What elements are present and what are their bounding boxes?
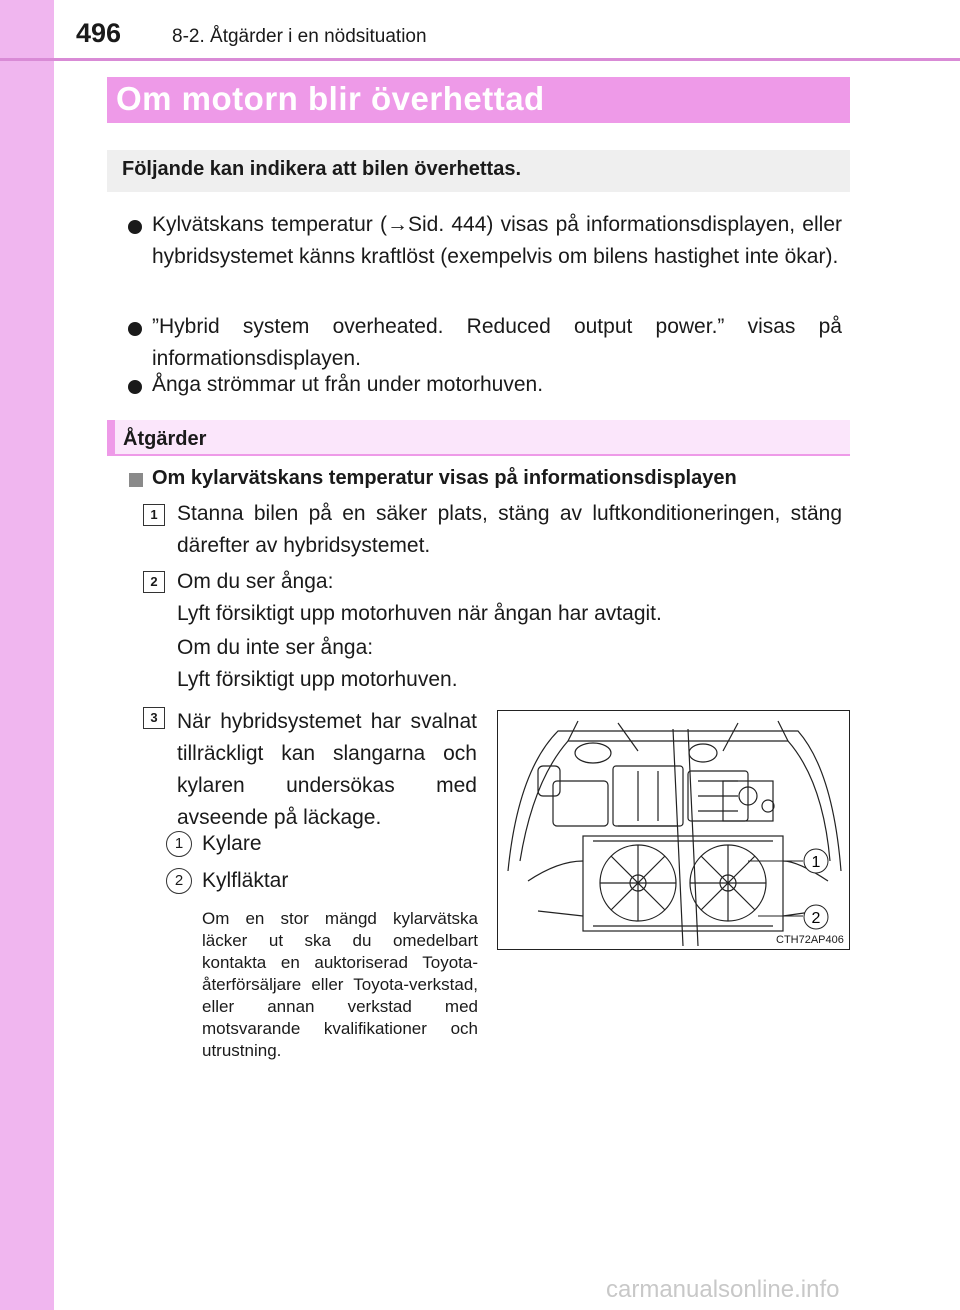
page-number: 496 [76, 18, 122, 48]
legend-label: Kylare [202, 832, 262, 855]
step-number: 1 [143, 504, 165, 526]
section-bar [107, 420, 850, 456]
page-title: Om motorn blir överhettad [116, 80, 545, 117]
page-edge-tab [0, 0, 54, 1310]
bullet-icon [128, 220, 142, 234]
bullet-icon [128, 380, 142, 394]
callout-number: 2 [166, 868, 192, 894]
engine-bay-drawing [498, 711, 850, 950]
header-divider [0, 58, 960, 61]
step-text: Stanna bilen på en säker plats, stäng av luftkonditioneringen, stäng därefter av hybridsystemet. [177, 502, 842, 557]
figure-code: CTH72AP406 [776, 934, 844, 946]
square-bullet-icon [129, 473, 143, 487]
chapter-title: 8-2. Åtgärder i en nödsituation [172, 26, 427, 47]
note-text: Om en stor mängd kylarvätska läcker ut ska du omedelbart kontakta en auktoriserad Toyota-återförsäljare eller Toyota-verkstad, eller annan verkstad med motsvarande kvalifikationer och utrustning. [202, 909, 478, 1060]
callout-number: 1 [166, 831, 192, 857]
step-text: När hybridsystemet har svalnat tillräckligt kan slangarna och kylaren undersökas med avseende på läckage. [177, 710, 477, 829]
engine-bay-illustration [497, 710, 850, 950]
step-number: 2 [143, 571, 165, 593]
section-heading: Åtgärder [123, 428, 207, 450]
watermark[interactable]: carmanualsonline.info [606, 1276, 840, 1303]
step-text: Om du ser ånga: [177, 570, 334, 593]
figure-callout: 2 [811, 910, 821, 927]
symptom-heading: Följande kan indikera att bilen överhettas. [122, 158, 521, 180]
step-text: Lyft försiktigt upp motorhuven. [177, 668, 458, 691]
figure-callout: 1 [811, 854, 821, 871]
step-number: 3 [143, 707, 165, 729]
bullet-icon [128, 322, 142, 336]
symptom-item: Kylvätskans temperatur (→Sid. 444) visas på informationsdisplayen, eller hybridsystemet känns kraftlöst (exempelvis om bilens hastighet inte ökar). [152, 213, 842, 268]
sub-heading: Om kylarvätskans temperatur visas på informationsdisplayen [152, 467, 737, 489]
step-text: Om du inte ser ånga: [177, 636, 374, 659]
legend-label: Kylfläktar [202, 869, 289, 892]
step-text: Lyft försiktigt upp motorhuven när ångan har avtagit. [177, 602, 662, 625]
symptom-item: ”Hybrid system overheated. Reduced output power.” visas på informationsdisplayen. [152, 315, 842, 370]
symptom-item: Ånga strömmar ut från under motorhuven. [152, 373, 544, 396]
